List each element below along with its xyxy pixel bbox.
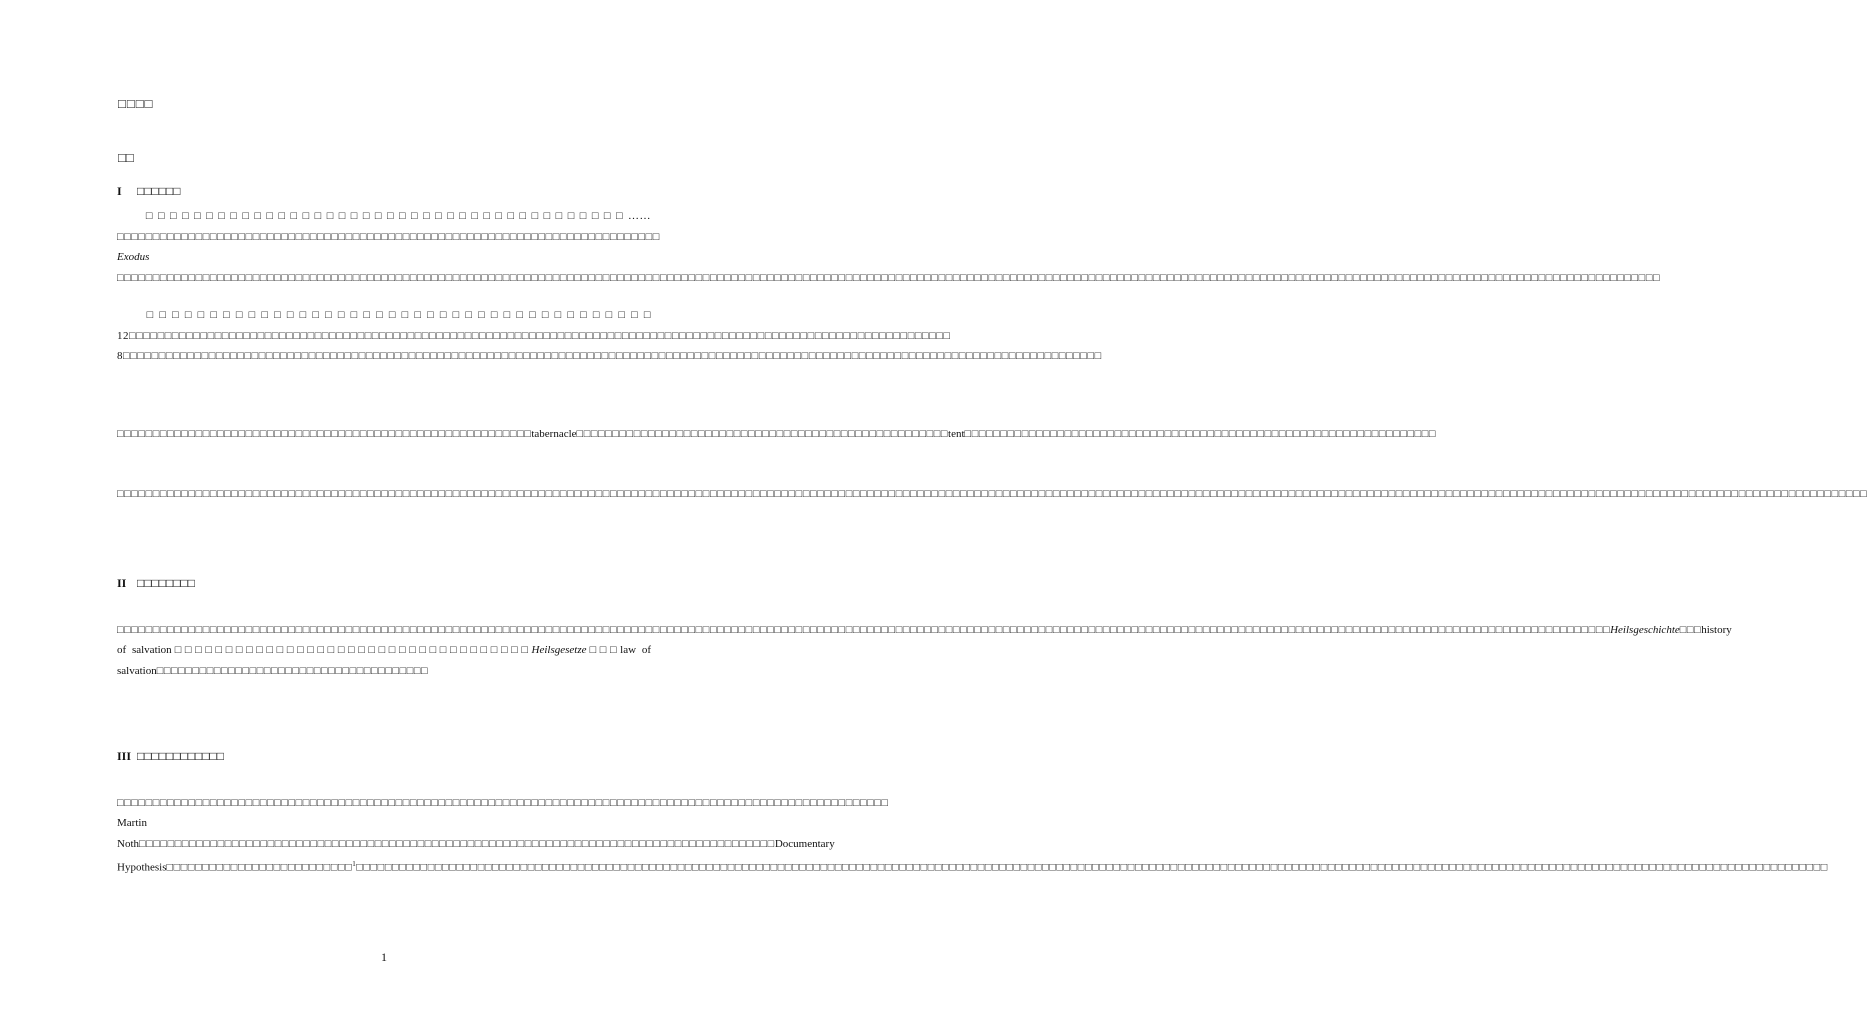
section-heading-text: □□□□□□□□ xyxy=(137,576,195,590)
footnote-ref[interactable]: 1 xyxy=(352,860,357,868)
section-heading-3 xyxy=(117,749,224,764)
paragraph-text: □□□□□□□□□□□□□□□□□□□□□□□□□□ xyxy=(166,861,353,874)
term-text: Heilsgeschichte xyxy=(1610,623,1680,636)
toc-label: □□ xyxy=(118,150,134,165)
section-heading-text: □□□□□□ xyxy=(137,184,181,198)
paragraph-text: □□□□□□□□□□□□□□□□□□□□□□□□□□□□□□□□□□□□□□□□□□□□□□□□□□□□□□□□□□□□□□□□□□□□□□□□□□□□□□□□□□□□□□□□□ xyxy=(139,837,775,850)
paragraph-text: □□□□□□□□□□□□□□□□□□□□□□□□□□□□□□□□□□□ xyxy=(171,644,532,656)
section-1-paragraph-1 xyxy=(117,206,1661,302)
section-1-paragraph-3 xyxy=(117,403,1437,461)
term-text: Martin Noth xyxy=(117,817,147,850)
paragraph-text: □□□□□□□□□□□□□□□□□□□□□□□□□□□□□□□□□□□□□□□□□□□□□□□□□□□□□□□□□□□□□□□□□□□□□□□□□□□□□□□□□□□□□□□□□□□□□□□□□□□□□□□□□□□□□□□□□□□□□□□□□□□□□□□□□□□□□□□□□□□□□□□□□□□□□□□□□□□□□□□□□□□□□□□□□□□□□□□□□□□□□□□□□□□□□□□□□□□□□□□□□□□□□□ xyxy=(356,861,1828,874)
term-text: Heilsgesetze xyxy=(531,644,587,656)
paragraph-text: □□□ xyxy=(586,644,621,656)
section-heading-1 xyxy=(117,184,181,199)
paragraph-text: □□□□□□□□□□□□□□□□□□□□□□□□□□□□□□□□□□□□□□ xyxy=(156,664,429,677)
term-text: law of salvation xyxy=(117,644,652,677)
term-text: tabernacle xyxy=(531,427,577,440)
paragraph-text: □□□□□□□□□□□□□□□□□□□□□□□□□□□□□□□□□□□□□□□□□□□□□□□□□□□□□□□□□□□□□□□□□□□□□□□□□□□□□□□□□□□□□□□□□□□□□□□□□□□□□□□□□□□□ xyxy=(117,796,889,809)
section-heading-2 xyxy=(117,576,195,591)
section-heading-text: □□□□□□□□□□□□ xyxy=(137,749,224,763)
page-number: 1 xyxy=(381,950,387,964)
section-numeral: I xyxy=(117,184,122,198)
term-text: Documentary Hypothesis xyxy=(117,837,835,874)
section-1-paragraph-2 xyxy=(117,305,1102,401)
section-numeral: III xyxy=(117,749,132,763)
paragraph-text: □□□□□□□□□□□□□□□□□□□□□□□□□□□□□□□□□□□□□□□□□□□□□□□□□□□□□□□□□□□□□□□□□□□□□□□□□□□□□□□□□□□□□□□□□□□□□□□□□□□□□□□□□□□□□□□□□□□□□□□□□□□□□□□□□□□□□□□□□□□□□□□□□□□□□□□□□□□□□□□□□□□□□□□□□□□□□□□□□□□□□□□□□□□□□□□□□□□□□□□□□□□□□□□□□□□□□□□□□□□□□□□□□□□□□□□□□□□□□□□□□□□□□ xyxy=(117,487,1867,500)
paragraph-text: □□□□□□□□□□□□□□□□□□□□□□□□□□□□□□□□□□□□□□□□□□□□□□□□□□□□□□□□□□□□□□□□□□ xyxy=(964,427,1437,440)
paragraph-text: □□□ xyxy=(1679,623,1702,636)
term-text: tent xyxy=(948,427,965,440)
paragraph-text: □□□□□□□□□□□□□□□□□□□□□□□□□□□□□□□□□□□□□□□□□□□□□□□□□□□□ xyxy=(576,427,949,440)
paragraph-text: □□□□□□□□□□□□□□□□□□□□□□□□□□□□□□□□□□□□□□□□ 12□□□□□□□□□□□□□□□□□□□□□□□□□□□□□□□□□□□□□□□□□□□□□□□□□□□□□□□□□□□□□□□□□□□□□□□□□□□□□□□□□□□□□□□□□□□□□□□□□□□□□□□□□□□□□□□□□□□ 8□□□□□□□□□□□□□□□□□□□□□□□□□□□□□□□□□□□□□□□□□□□□□□□□□□□□□□□□□□□□□□□□□□□□□□□□□□□□□□□□□□□□□□□□□□□□□□□□□□□□□□□□□□□□□□□□□□□□□□□□□□□□□□□□□□□□□□□□□ xyxy=(117,309,1102,362)
section-2-paragraph-1 xyxy=(117,599,1732,735)
term-text: Exodus xyxy=(117,251,150,263)
paragraph-text: □□□□□□□□□□□□□□□□□□□□□□□□□□□□□□□□□□□□□□□□□□□□□□□□□□□□□□□□□□□□□□□□□□□□□□□□□□□□□□□□□□□□□□□□□□□□□□□□□□□□□□□□□□□□□□□□□□□□□□□□□□□□□□□□□□□□□□□□□□□□□□□□□□□□□□□□□□□□□□□□□□□□□□□□□□□□□□□□□□□□□□□□□□□□□□□□□□□□□□□□□□□□□□□□□□□□□□□□ xyxy=(117,271,1661,284)
section-3-paragraph-1 xyxy=(117,772,1828,932)
term-text: history of salvation xyxy=(117,623,1732,656)
section-1-paragraph-4 xyxy=(117,463,1867,559)
document-title: □□□□ xyxy=(118,96,154,111)
paragraph-text: □□□□□□□□□□□□□□□□□□□□□□□□□□□□□□□□□□□□□□□□□□□□□□□□□□□□□□□□□□□□□□□□□□□□□□□□□□□□□□□□□□□□□□□□□□□□□□□□□□□□□□□□□□□□□□□□□□□□□□□□□□□□□□□□□□□□□□□□□□□□□□□□□□□□□□□□□□□□□□□□□□□□□□□□□□□□□□□□□□□□□□□□□□□□□□□□□□□□□□□□□□□□□□□□□ xyxy=(117,623,1611,636)
paragraph-text: □□□□□□□□□□□□□□□□□□□□□□□□□□□□□□□□□□□□□□□□□□□□□□□□□□□□□□□□□□ xyxy=(117,427,532,440)
paragraph-text: □□□□□□□□□□□□□□□□□□□□□□□□□□□□□□□□□□□□□□□□……□□□□□□□□□□□□□□□□□□□□□□□□□□□□□□□□□□□□□□□□□□□□□□□□□□□□□□□□□□□□□□□□□□□□□□□□□□□□ xyxy=(117,210,660,243)
section-numeral: II xyxy=(117,576,127,590)
